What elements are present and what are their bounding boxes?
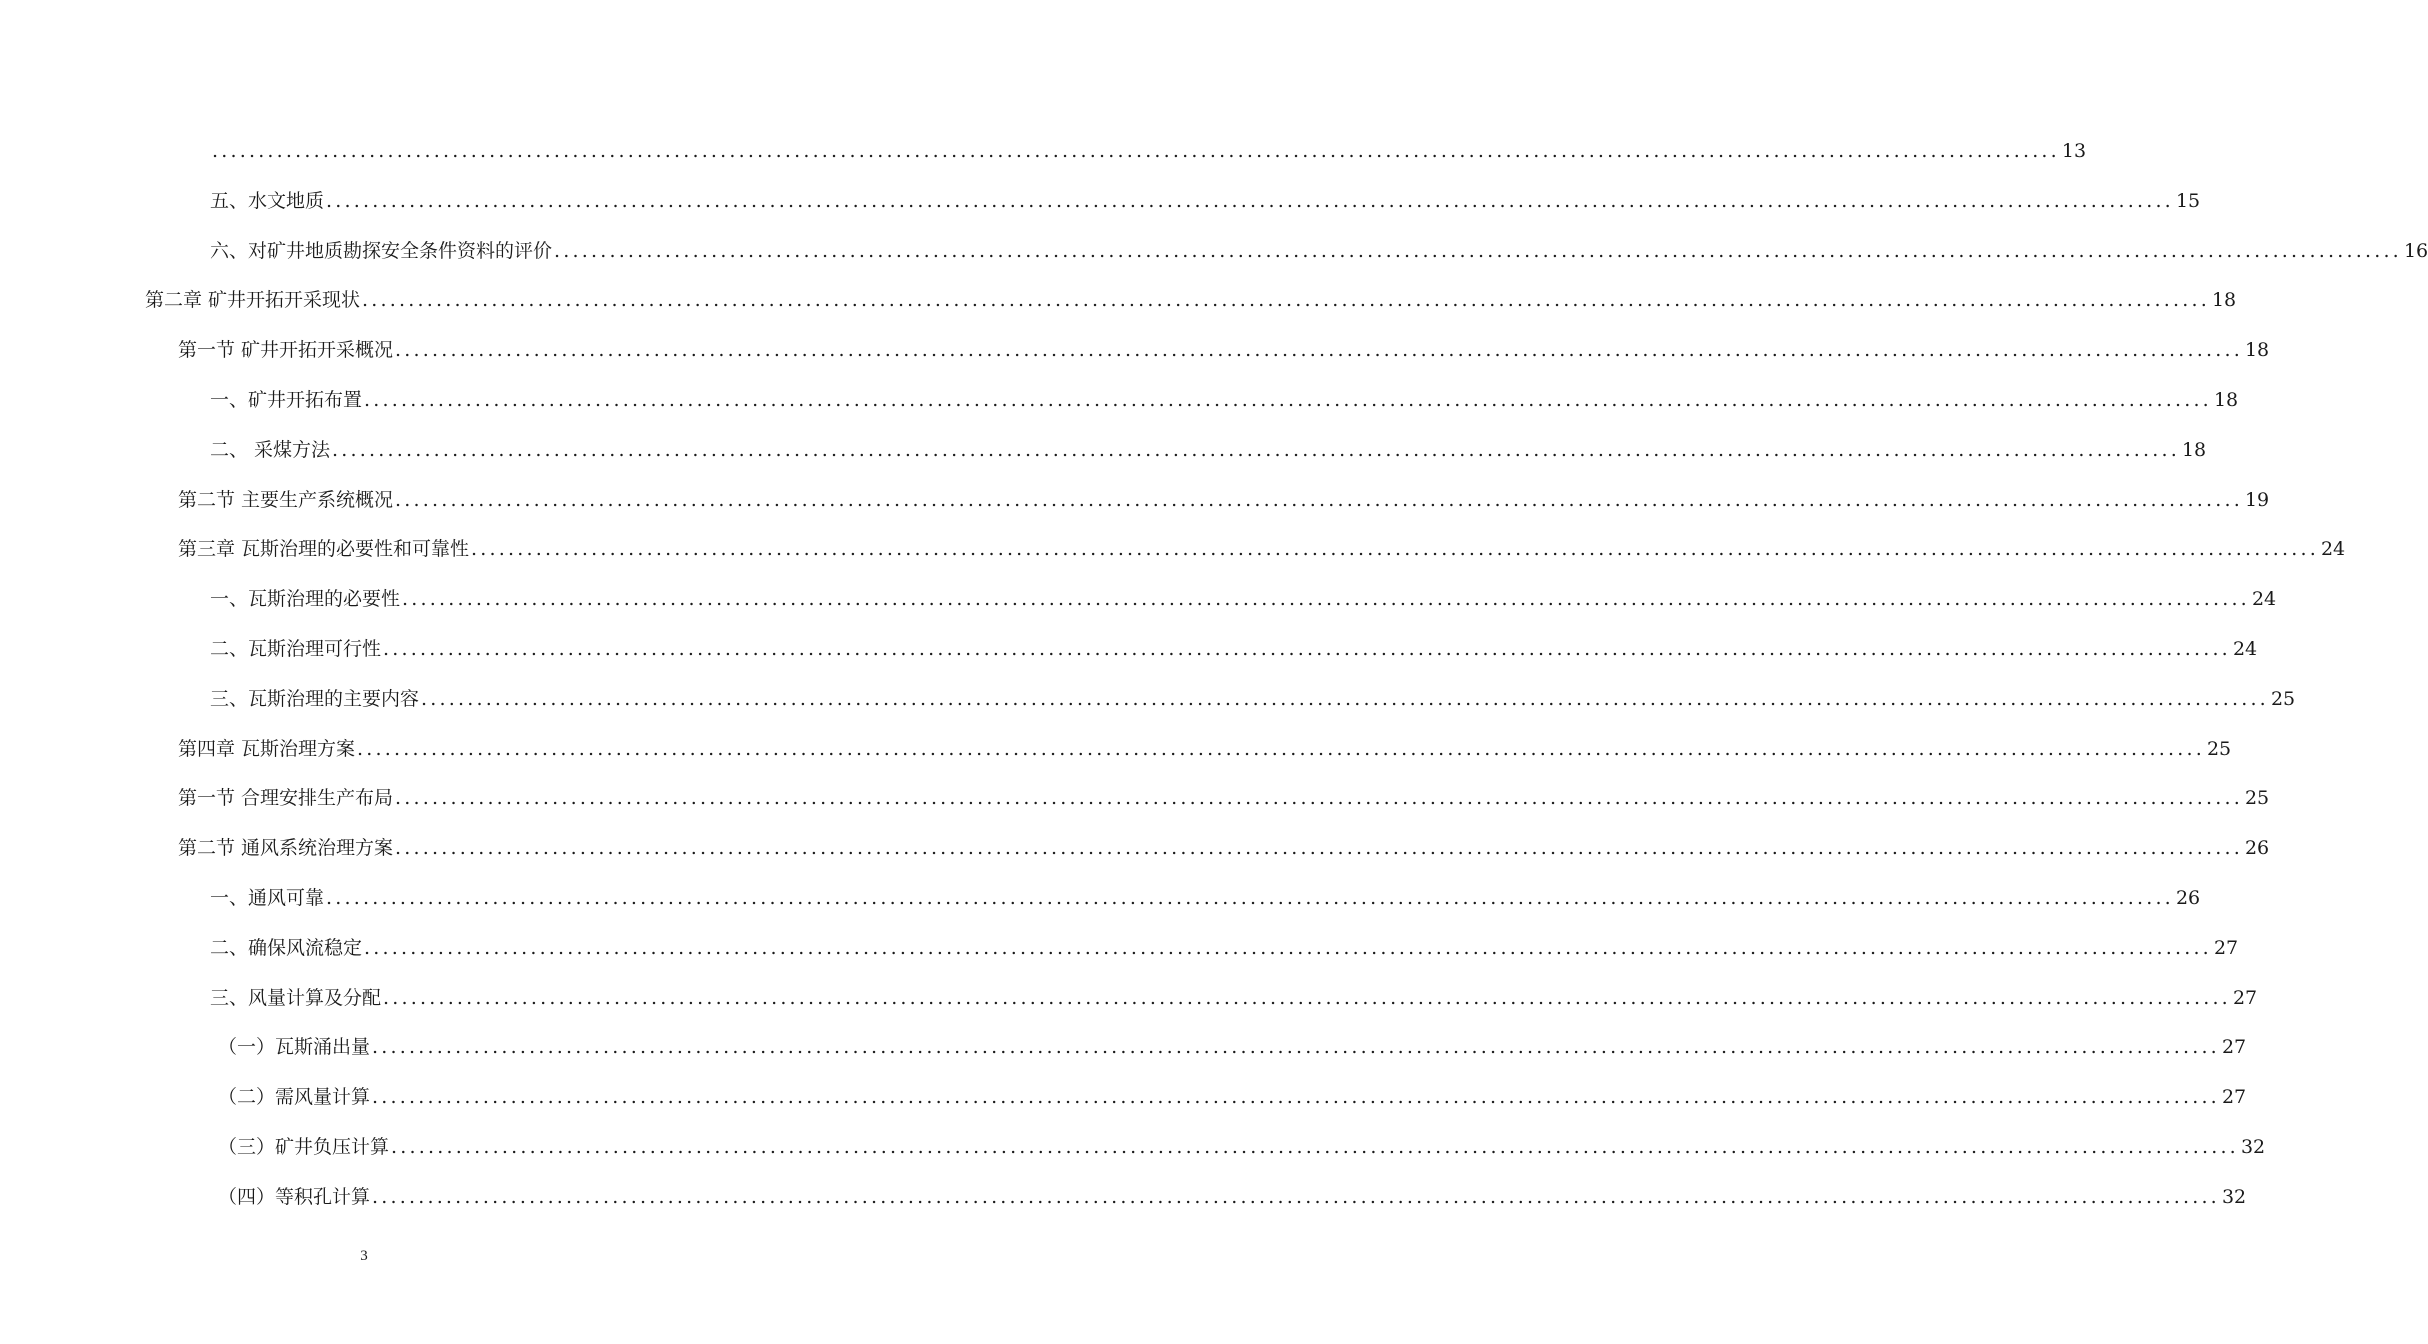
toc-entry-title: 第一节 矿井开拓开采概况 — [178, 339, 394, 362]
toc-entry[interactable] — [178, 734, 2232, 764]
toc-entry-page-number: 13 — [2061, 140, 2087, 162]
toc-entry-title: 二、 采煤方法 — [210, 438, 331, 461]
toc-entry[interactable] — [145, 285, 2237, 315]
toc-dot-leader: ........................................................................................................................................................................................................ — [332, 438, 2180, 461]
toc-entry-page-number: 19 — [2244, 488, 2270, 511]
toc-entry-page-number: 26 — [2244, 837, 2270, 860]
toc-entry-page-number: 18 — [2244, 339, 2270, 362]
toc-entry-page-number: 26 — [2175, 887, 2201, 909]
toc-dot-leader: ........................................................................................................................................................................................................ — [554, 239, 2402, 262]
toc-dot-leader: ........................................................................................................................................................................................................ — [326, 189, 2174, 212]
toc-dot-leader: ........................................................................................................................................................................................................ — [471, 538, 2319, 561]
toc-entry[interactable] — [210, 136, 2087, 166]
toc-entry-page-number: 16 — [2403, 239, 2428, 262]
toc-entry[interactable] — [178, 833, 2270, 863]
page-number: 3 — [360, 1248, 368, 1264]
toc-dot-leader: ........................................................................................................................................................................................................ — [421, 687, 2269, 710]
toc-entry-title: 第二节 主要生产系统概况 — [178, 488, 394, 511]
toc-entry[interactable] — [210, 933, 2239, 963]
toc-entry-title: （二）需风量计算 — [218, 1086, 371, 1109]
toc-entry-title: 第二节 通风系统治理方案 — [178, 837, 394, 860]
toc-entry-title: 第二章 矿井开拓开采现状 — [145, 289, 361, 312]
toc-entry[interactable] — [210, 983, 2258, 1013]
toc-entry-title: 五、水文地质 — [210, 189, 325, 212]
toc-entry-title: 二、瓦斯治理可行性 — [210, 638, 382, 660]
toc-entry[interactable] — [178, 335, 2270, 365]
toc-entry[interactable] — [210, 634, 2258, 664]
toc-entry-title: 一、矿井开拓布置 — [210, 389, 363, 411]
toc-entry-title: （四）等积孔计算 — [218, 1185, 371, 1208]
toc-entry-page-number: 24 — [2320, 538, 2346, 561]
toc-entry-title: 一、通风可靠 — [210, 887, 325, 909]
toc-entry-title: 一、瓦斯治理的必要性 — [210, 588, 401, 611]
toc-dot-leader: ........................................................................................................................................................................................................ — [395, 787, 2243, 810]
toc-entry-page-number: 24 — [2232, 638, 2258, 660]
toc-dot-leader: ........................................................................................................................................................................................................ — [383, 638, 2231, 660]
toc-dot-leader: ........................................................................................................................................................................................................ — [372, 1036, 2220, 1059]
toc-dot-leader: ........................................................................................................................................................................................................ — [372, 1086, 2220, 1109]
toc-entry-page-number: 15 — [2175, 189, 2201, 212]
toc-dot-leader: ........................................................................................................................................................................................................ — [364, 936, 2212, 959]
toc-dot-leader: ........................................................................................................................................................................................................ — [357, 737, 2205, 760]
toc-entry-title: 第三章 瓦斯治理的必要性和可靠性 — [178, 538, 470, 561]
toc-entry[interactable] — [210, 385, 2239, 415]
toc-entry-page-number: 32 — [2221, 1185, 2247, 1208]
toc-entry-page-number: 27 — [2213, 936, 2239, 959]
toc-entry[interactable] — [210, 584, 2277, 614]
toc-entry-title: 六、对矿井地质勘探安全条件资料的评价 — [210, 239, 553, 262]
toc-entry[interactable] — [210, 684, 2296, 714]
toc-entry[interactable] — [178, 534, 2346, 564]
toc-dot-leader: ........................................................................................................................................................................................................ — [383, 986, 2231, 1009]
toc-entry[interactable] — [178, 485, 2270, 515]
toc-entry-page-number: 18 — [2211, 289, 2237, 312]
toc-dot-leader: ........................................................................................................................................................................................................ — [395, 339, 2243, 362]
toc-entry-page-number: 32 — [2240, 1136, 2266, 1158]
toc-entry-title: 三、瓦斯治理的主要内容 — [210, 687, 420, 710]
toc-entry-title: （三）矿井负压计算 — [218, 1136, 390, 1158]
toc-dot-leader: ........................................................................................................................................................................................................ — [395, 488, 2243, 511]
toc-entry[interactable] — [218, 1082, 2247, 1112]
toc-dot-leader: ........................................................................................................................................................................................................ — [212, 140, 2060, 162]
toc-dot-leader: ........................................................................................................................................................................................................ — [395, 837, 2243, 860]
toc-entry[interactable] — [218, 1132, 2266, 1162]
toc-entry-page-number: 25 — [2270, 687, 2296, 710]
toc-entry[interactable] — [210, 435, 2207, 465]
toc-entry[interactable] — [210, 186, 2201, 216]
toc-dot-leader: ........................................................................................................................................................................................................ — [372, 1185, 2220, 1208]
toc-entry-page-number: 25 — [2244, 787, 2270, 810]
toc-dot-leader: ........................................................................................................................................................................................................ — [326, 887, 2174, 909]
toc-entry[interactable] — [210, 236, 2428, 266]
toc-entry-title: （一）瓦斯涌出量 — [218, 1036, 371, 1059]
toc-dot-leader: ........................................................................................................................................................................................................ — [391, 1136, 2239, 1158]
toc-entry[interactable] — [178, 783, 2270, 813]
toc-entry-page-number: 27 — [2232, 986, 2258, 1009]
toc-entry[interactable] — [218, 1032, 2247, 1062]
toc-entry-title: 第四章 瓦斯治理方案 — [178, 737, 356, 760]
toc-entry-page-number: 27 — [2221, 1086, 2247, 1109]
toc-entry-page-number: 24 — [2251, 588, 2277, 611]
toc-entry-page-number: 25 — [2206, 737, 2232, 760]
toc-entry-page-number: 18 — [2181, 438, 2207, 461]
toc-entry-page-number: 18 — [2213, 389, 2239, 411]
toc-entry-page-number: 27 — [2221, 1036, 2247, 1059]
toc-entry-title: 第一节 合理安排生产布局 — [178, 787, 394, 810]
toc-entry[interactable] — [218, 1182, 2247, 1212]
toc-dot-leader: ........................................................................................................................................................................................................ — [362, 289, 2210, 312]
toc-dot-leader: ........................................................................................................................................................................................................ — [364, 389, 2212, 411]
toc-entry-title: 二、确保风流稳定 — [210, 936, 363, 959]
toc-dot-leader: ........................................................................................................................................................................................................ — [402, 588, 2250, 611]
toc-entry[interactable] — [210, 883, 2201, 913]
toc-entry-title: 三、风量计算及分配 — [210, 986, 382, 1009]
